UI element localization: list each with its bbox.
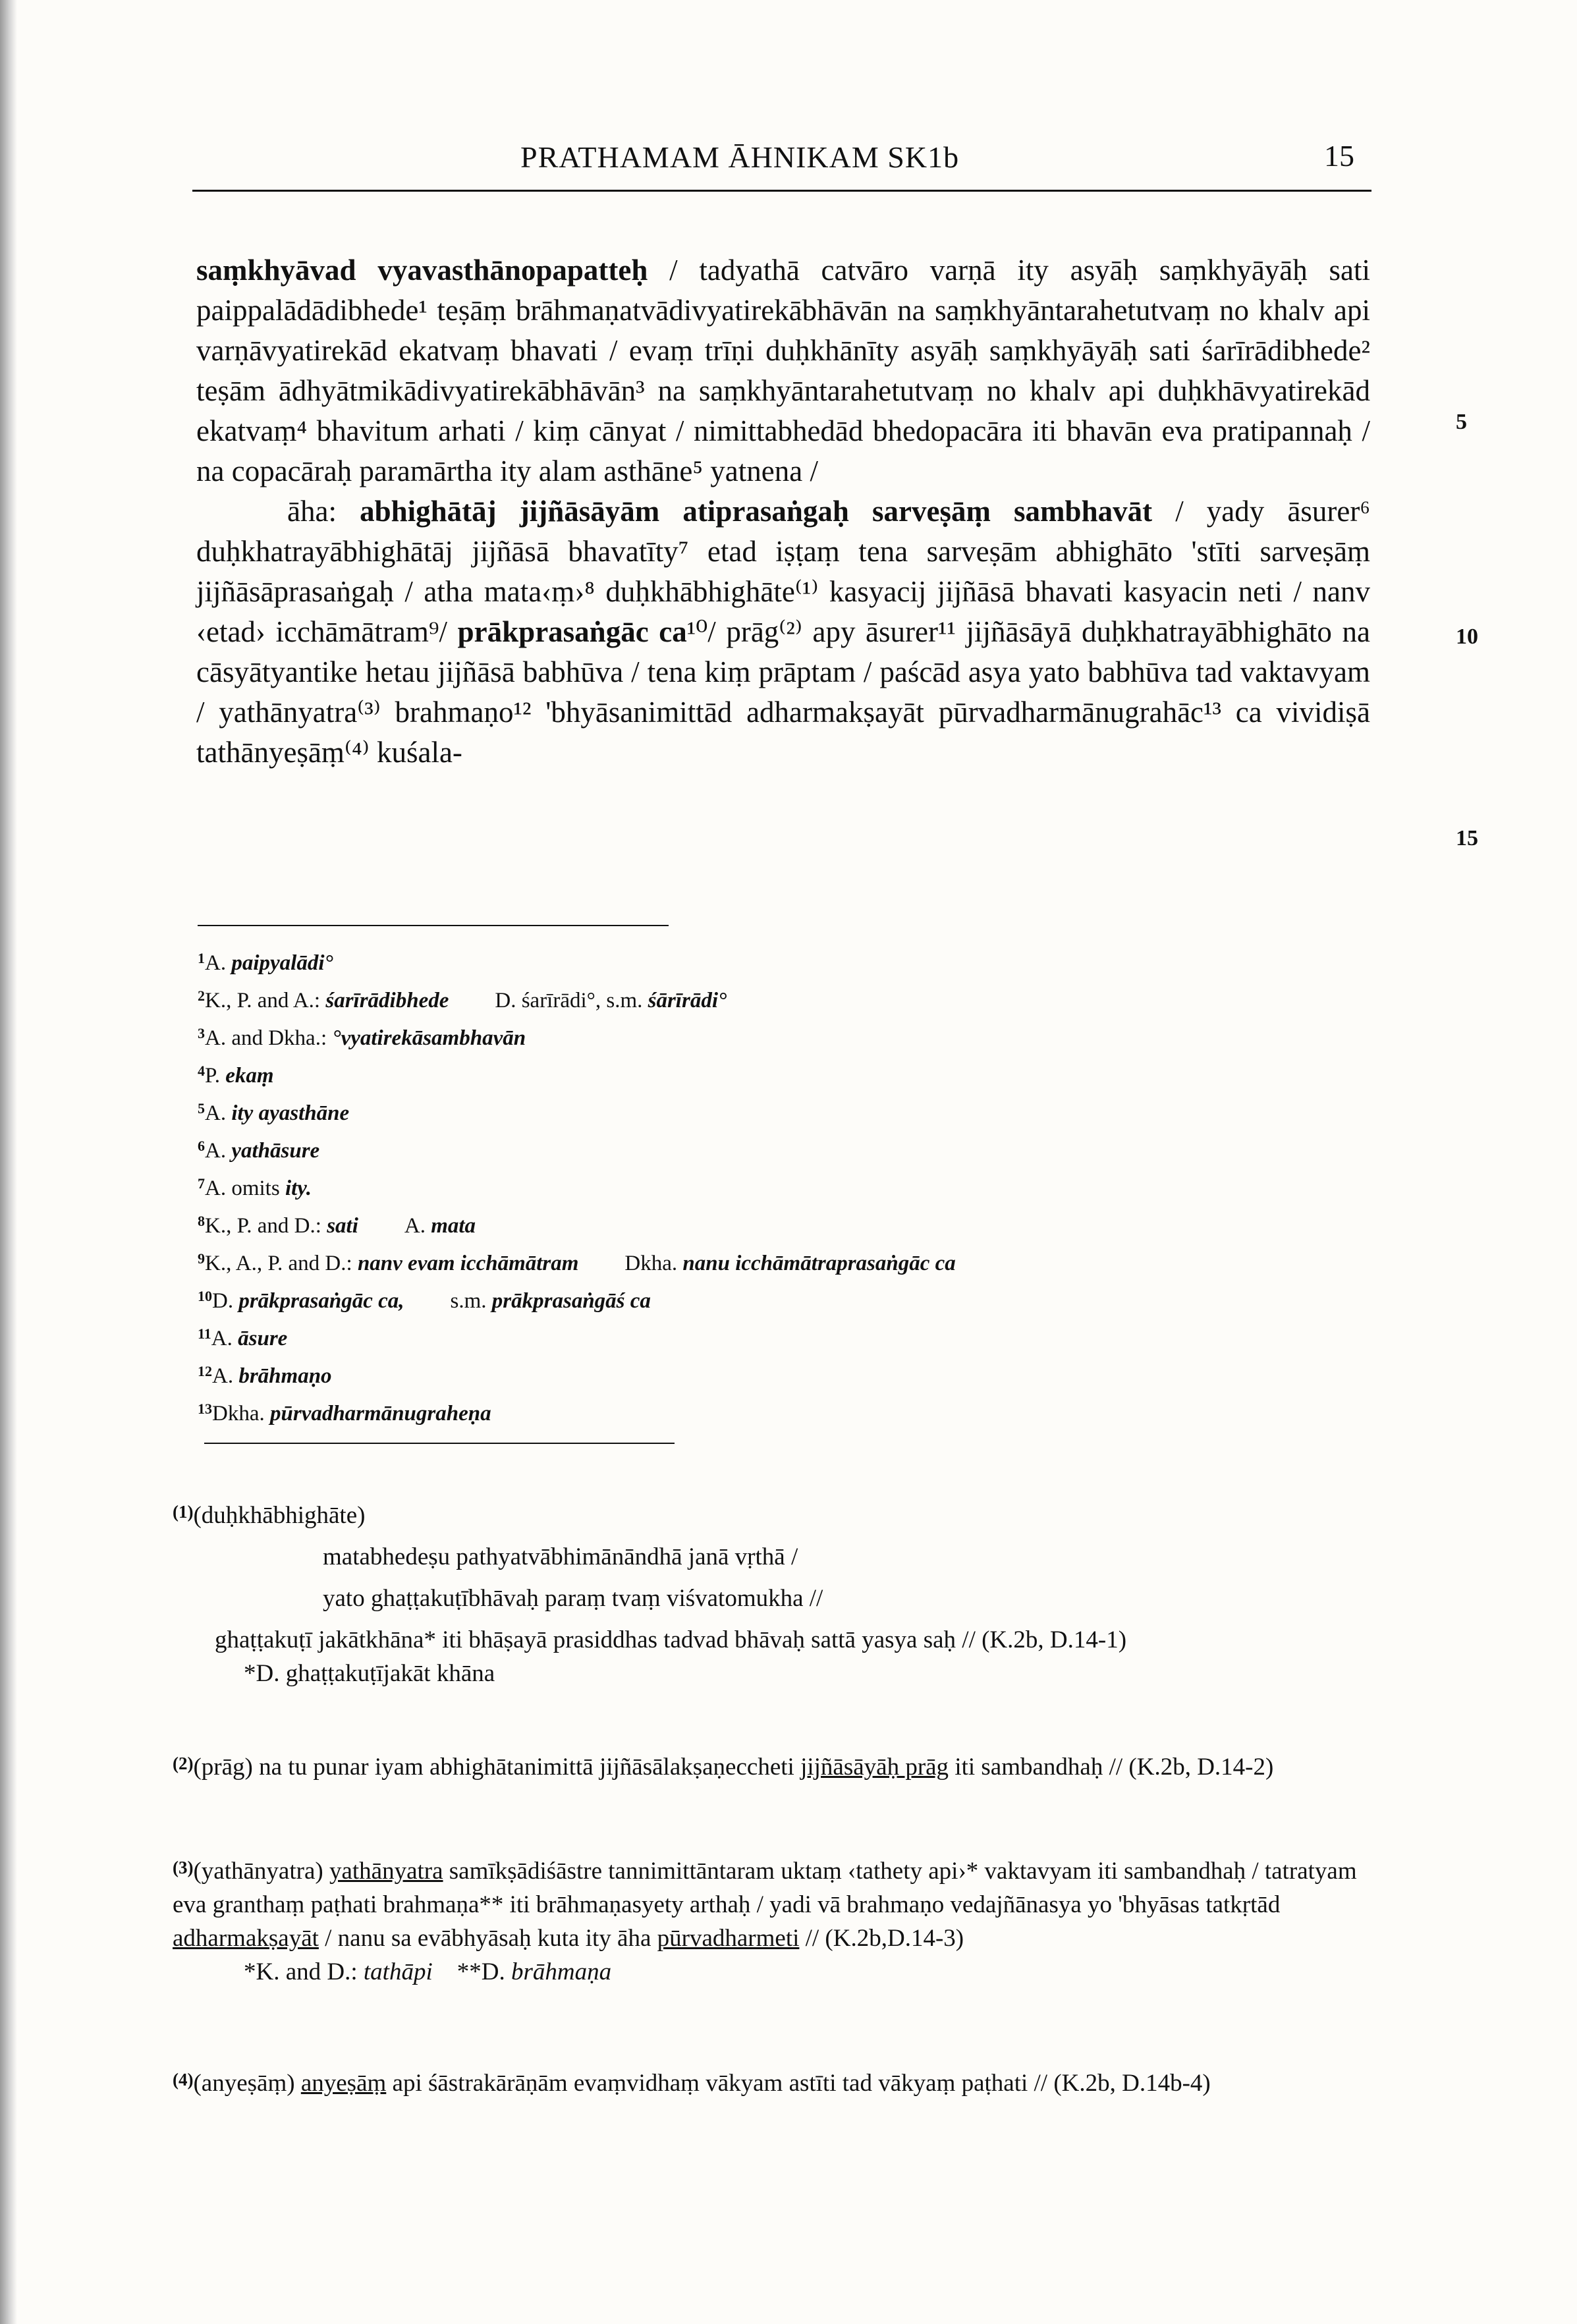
running-head: PRATHAMAM ĀHNIKAM SK1b	[520, 140, 960, 174]
footnote-witness: A.	[205, 1139, 227, 1163]
footnote-witness: A.	[205, 951, 227, 975]
footnote-number: 13	[198, 1400, 212, 1417]
commentary-text: / nanu sa evābhyāsaḥ kuta ity āha	[318, 1925, 657, 1952]
commentary-note	[173, 1955, 1385, 1989]
line-number-5: 5	[1456, 410, 1467, 434]
commentary-text: samīkṣādiśāstre tannimittāntaram uktaṃ ‹tathety api›* vaktavyam iti sambandhaḥ / tatratyam eva granthaṃ paṭhati brahmaṇa** iti brāhmaṇasyety arthaḥ / yadi vā brahmaṇo vedajñānasya yo 'bhyāsas tatkṛtād	[173, 1858, 1357, 1918]
footnote-reading-2: śārīrādi°	[648, 989, 727, 1012]
line-number-10: 10	[1456, 624, 1478, 649]
footnote-number: 12	[198, 1363, 212, 1379]
footnote-reading: āsure	[238, 1327, 288, 1350]
paragraph-1	[196, 250, 1370, 491]
paragraph-2-lead: āha:	[287, 495, 360, 528]
commentary-lemma: jijñāsāyāḥ prāg	[800, 1754, 949, 1781]
footnote-1	[198, 942, 956, 980]
footnote-number: 3	[198, 1025, 205, 1041]
footnotes	[198, 942, 956, 1430]
commentary-head: (duḥkhābhighāte)	[193, 1502, 366, 1529]
main-text	[196, 250, 1370, 773]
footnote-witness-2: s.m.	[450, 1289, 487, 1313]
footnote-number: 7	[198, 1175, 205, 1192]
footnote-witness: A.	[211, 1327, 233, 1350]
note-reading: brāhmaṇa	[511, 1958, 612, 1985]
footnote-number: 1	[198, 950, 205, 966]
paragraph-2	[196, 491, 1370, 773]
footnote-witness: D.	[212, 1289, 234, 1313]
footnote-12	[198, 1355, 956, 1393]
footnote-reading: nanv evam icchāmātram	[357, 1252, 579, 1275]
footnote-reading: prākprasaṅgāc ca,	[238, 1289, 404, 1313]
footnote-number: 8	[198, 1213, 205, 1229]
paragraph-2-body: / yady āsurer⁶ duḥkhatrayābhighātāj jijñāsā bhavatīty⁷ etad iṣṭaṃ tena sarveṣām abhighāto 'stīti sarveṣāṃ jijñāsāprasaṅgaḥ / atha mata‹ṃ›⁸ duḥkhābhighāte⁽¹⁾ kasyacij jijñāsā bhavati kasyacin neti / nanv ‹etad› icchāmātram⁹/	[196, 495, 1371, 648]
verse-line: matabhedeṣu pathyatvābhimānāndhā janā vṛthā /	[323, 1543, 798, 1570]
paragraph-2-body-2: ¹⁰/ prāg⁽²⁾ apy āsurer¹¹ jijñāsāyā duḥkhatrayābhighāto na cāsyātyantike hetau jijñāsā babhūva / tena kiṃ prāptam / paścād asya yato babhūva tad vaktavyam / yathānyatra⁽³⁾ brahmaṇo¹² 'bhyāsanimittād adharmakṣayāt pūrvadharmānugrahāc¹³ ca vividiṣā tathānyeṣāṃ⁽⁴⁾ kuśala-	[196, 615, 1370, 769]
commentary-body: ghaṭṭakuṭī jakātkhāna* iti bhāṣayā prasiddhas tadvad bhāvaḥ sattā yasya saḥ // (K.2b, D.14-1)	[215, 1626, 1127, 1653]
footnote-9	[198, 1242, 956, 1280]
footnote-6	[198, 1130, 956, 1167]
commentary-note: *D. ghaṭṭakuṭījakāt khāna	[244, 1660, 495, 1687]
footnote-number: 10	[198, 1288, 212, 1304]
footnote-7	[198, 1167, 956, 1205]
footnote-reading: ity.	[285, 1176, 312, 1200]
footnote-witness: P.	[205, 1064, 220, 1088]
footnote-11	[198, 1317, 956, 1355]
footnote-reading: ity ayasthāne	[231, 1101, 350, 1125]
commentary-lemma: pūrvadharmeti	[657, 1925, 800, 1952]
commentary-text: // (K.2b,D.14-3)	[799, 1925, 964, 1952]
footnote-10	[198, 1280, 956, 1317]
footnote-reading: yathāsure	[231, 1139, 320, 1163]
footnote-2	[198, 980, 956, 1017]
scan-page-edge	[0, 0, 17, 2324]
footnote-reading: paipyalādi°	[231, 951, 333, 975]
commentary-4	[173, 2063, 1385, 2100]
footnote-rule	[198, 925, 669, 926]
footnote-number: 11	[198, 1325, 211, 1342]
lemma-1: saṃkhyāvad vyavasthānopapatteḥ	[196, 254, 648, 287]
footnote-witness: A.	[212, 1364, 234, 1388]
footnote-number: 6	[198, 1138, 205, 1154]
commentary-head: (anyeṣāṃ)	[193, 2070, 295, 2097]
footnote-witness-2: D. śarīrādi°, s.m.	[495, 989, 643, 1012]
commentary-marker: (4)	[173, 2070, 194, 2089]
footnote-witness: Dkha.	[212, 1402, 265, 1425]
footnote-reading: śarīrādibhede	[325, 989, 449, 1012]
footnote-number: 2	[198, 987, 205, 1004]
commentary-rule	[204, 1443, 675, 1444]
verse-line: yato ghaṭṭakuṭībhāvaḥ paraṃ tvaṃ viśvatomukha //	[323, 1585, 823, 1612]
commentary-head: (prāg)	[193, 1754, 253, 1781]
commentary-marker: (3)	[173, 1858, 194, 1877]
footnote-13	[198, 1393, 956, 1430]
footnote-witness-2: Dkha.	[624, 1252, 678, 1275]
footnote-reading-2: nanu icchāmātraprasaṅgāc ca	[682, 1252, 956, 1275]
footnote-witness: A. omits	[205, 1176, 280, 1200]
footnote-reading: pūrvadharmānugraheṇa	[269, 1402, 491, 1425]
commentary-3	[173, 1851, 1385, 1989]
commentary-marker: (2)	[173, 1754, 194, 1773]
footnote-reading: sati	[327, 1214, 358, 1238]
footnote-reading: ekaṃ	[225, 1064, 274, 1088]
commentary-lemma: adharmakṣayāt	[173, 1925, 319, 1952]
footnote-3	[198, 1017, 956, 1055]
commentary-2	[173, 1747, 1385, 1784]
header-rule	[192, 190, 1371, 192]
footnote-witness: K., P. and A.:	[205, 989, 321, 1012]
footnote-witness: K., A., P. and D.:	[205, 1252, 352, 1275]
footnote-witness-2: A.	[404, 1214, 426, 1238]
footnote-witness: K., P. and D.:	[205, 1214, 321, 1238]
footnote-reading: brāhmaṇo	[238, 1364, 332, 1388]
note-label: **D.	[456, 1958, 505, 1985]
commentary-marker: (1)	[173, 1502, 194, 1522]
page-number: 15	[1324, 139, 1354, 173]
commentary-lemma: yathānyatra	[329, 1858, 443, 1885]
line-number-15: 15	[1456, 826, 1478, 850]
footnote-number: 9	[198, 1250, 205, 1267]
lemma-2: abhighātāj jijñāsāyām atiprasaṅgaḥ sarveṣāṃ sambhavāt	[360, 495, 1153, 528]
note-reading: tathāpi	[363, 1958, 433, 1985]
footnote-reading-2: mata	[431, 1214, 476, 1238]
paragraph-1-body: / tadyathā catvāro varṇā ity asyāḥ saṃkhyāyāḥ sati paippalādādibhede¹ teṣāṃ brāhmaṇatvādivyatirekābhāvān na saṃkhyāntarahetutvaṃ no khalv api varṇāvyatirekād ekatvaṃ bhavati / evaṃ trīṇi duḥkhānīty asyāḥ saṃkhyāyāḥ sati śarīrādibhede² teṣām ādhyātmikādivyatirekābhāvān³ na saṃkhyāntarahetutvaṃ no khalv api duḥkhāvyatirekād ekatvaṃ⁴ bhavitum arhati / kiṃ cānyat / nimittabhedād bhedopacāra iti bhavān eva pratipannaḥ / na copacāraḥ paramārtha ity alam asthāne⁵ yatnena /	[196, 254, 1371, 487]
footnote-witness: A. and Dkha.:	[205, 1026, 327, 1050]
commentary-text: na tu punar iyam abhighātanimittā jijñāsālakṣaṇeccheti	[252, 1754, 801, 1781]
footnote-8	[198, 1205, 956, 1242]
commentary-lemma: anyeṣāṃ	[300, 2070, 387, 2097]
footnote-number: 4	[198, 1063, 205, 1079]
commentary-text: iti sambandhaḥ // (K.2b, D.14-2)	[949, 1754, 1274, 1781]
commentary-text: api śāstrakārāṇām evaṃvidhaṃ vākyam astīti tad vākyaṃ paṭhati // (K.2b, D.14b-4)	[386, 2070, 1211, 2097]
lemma-3: prākprasaṅgāc ca	[457, 615, 687, 648]
footnote-witness: A.	[205, 1101, 227, 1125]
commentary-head: (yathānyatra)	[193, 1858, 323, 1885]
footnote-reading: °vyatirekāsambhavān	[332, 1026, 526, 1050]
footnote-5	[198, 1092, 956, 1130]
footnote-4	[198, 1055, 956, 1092]
footnote-number: 5	[198, 1100, 205, 1117]
commentary-1	[173, 1495, 1385, 1690]
note-label: *K. and D.:	[244, 1958, 358, 1985]
footnote-reading-2: prākprasaṅgāś ca	[491, 1289, 651, 1313]
